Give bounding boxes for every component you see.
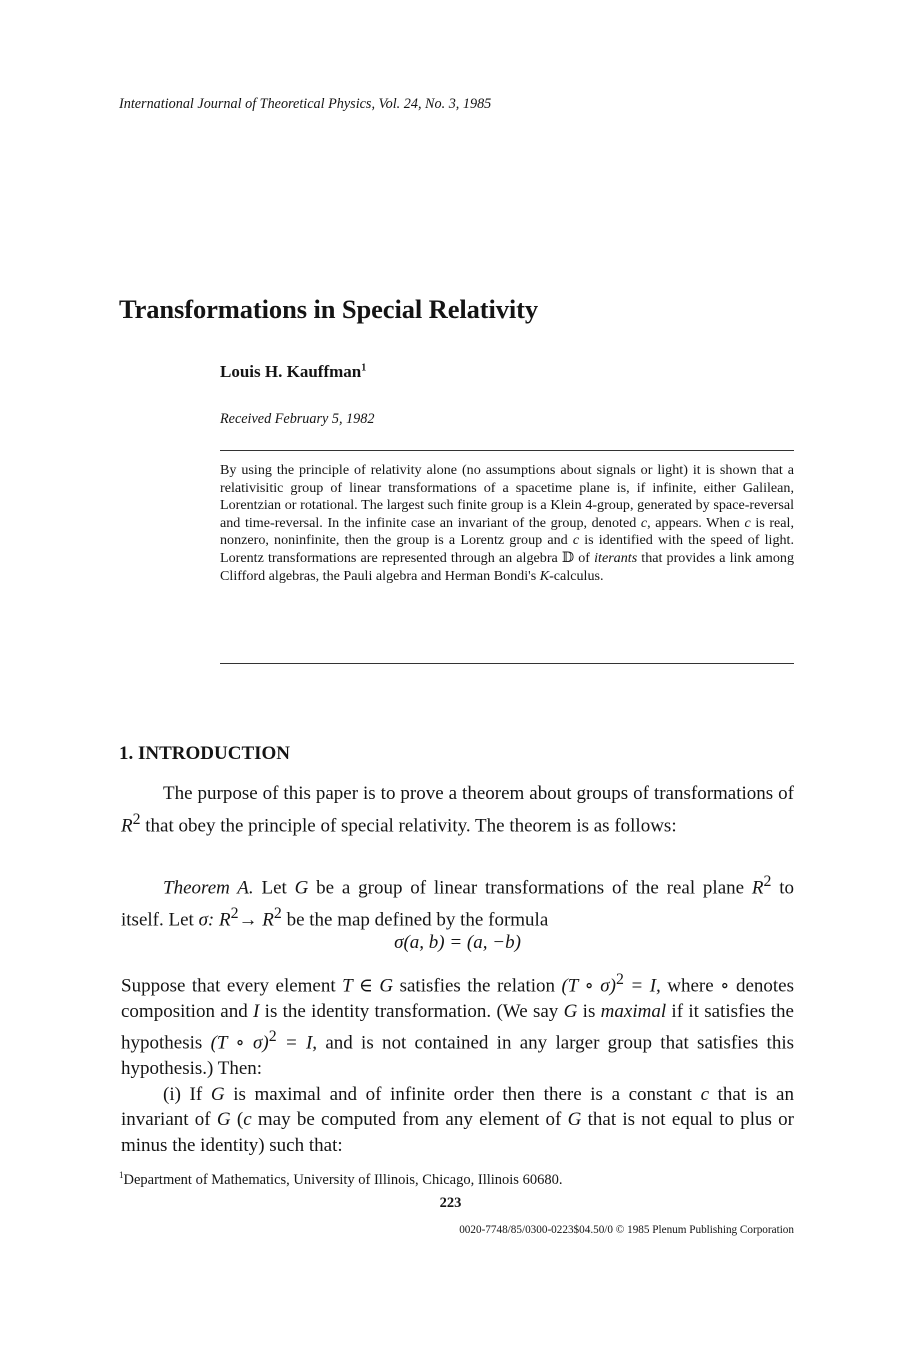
paper-title: Transformations in Special Relativity	[119, 294, 539, 324]
footnote-text: Department of Mathematics, University of Illinois, Chicago, Illinois 60680.	[123, 1171, 563, 1188]
journal-header: International Journal of Theoretical Physics, Vol. 24, No. 3, 1985	[119, 96, 492, 112]
section-heading: 1. INTRODUCTION	[119, 743, 291, 764]
suppose-paragraph: Suppose that every element T ∈ G satisfies the relation (T ∘ σ)$^2$ = I, where ∘ denotes composition and I is the identity transformation. (We say G is maximal if it satisfies the hypothesis (T ∘ σ)$^2$ = I, and is not contained in any larger group that satisfies this hypothesis.) Then: (i) If G is maximal and of infinite order then there is a constant c that is an invariant of G (c may be computed from any element of G that is not equal to plus or minus the identity) such that:	[121, 971, 795, 1156]
footnote-mark: 1	[119, 1170, 124, 1180]
author-name	[220, 362, 366, 382]
theorem-paragraph: Theorem A. Let G be a group of linear transformations of the real plane $R^2$ to itself. Let σ: $R^2\to R^2$ be the map defined by the formula	[121, 873, 795, 931]
received-date: Received February 5, 1982	[220, 411, 375, 427]
abstract-bottom-rule	[220, 663, 794, 664]
copyright-line: 0020-7748/85/0300-0223$04.50/0 © 1985 Plenum Publishing Corporation	[459, 1224, 794, 1236]
page-number: 223	[439, 1195, 462, 1211]
theorem-label: Theorem A.	[163, 877, 254, 899]
intro-paragraph: The purpose of this paper is to prove a theorem about groups of transformations of $R^2$ that obey the principle of special relativity. The theorem is as follows:	[121, 783, 794, 836]
footnote	[119, 1170, 562, 1189]
author-footnote-mark: 1	[361, 362, 367, 374]
equation-sigma: σ(a, b) = (a, −b)	[394, 932, 521, 953]
abstract: By using the principle of relativity alone (no assumptions about signals or light) it is shown that a relativisitic group of linear transformations of a spacetime plane is, if infinite, either Galilean, Lorentzian or rotational. The largest such finite group is a Klein 4-group, generated by space-reversal and time-reversal. In the infinite case an invariant of the group, denoted c, appears. When c is real, nonzero, noninfinite, then the group is a Lorentz group and c is identified with the speed of light. Lorentz transformations are represented through an algebra 𝔻 of iterants that provides a link among Clifford algebras, the Pauli algebra and Herman Bondi's K-calculus.	[220, 462, 794, 584]
author-name-text: Louis H. Kauffman	[220, 362, 362, 381]
abstract-top-rule	[220, 450, 794, 451]
